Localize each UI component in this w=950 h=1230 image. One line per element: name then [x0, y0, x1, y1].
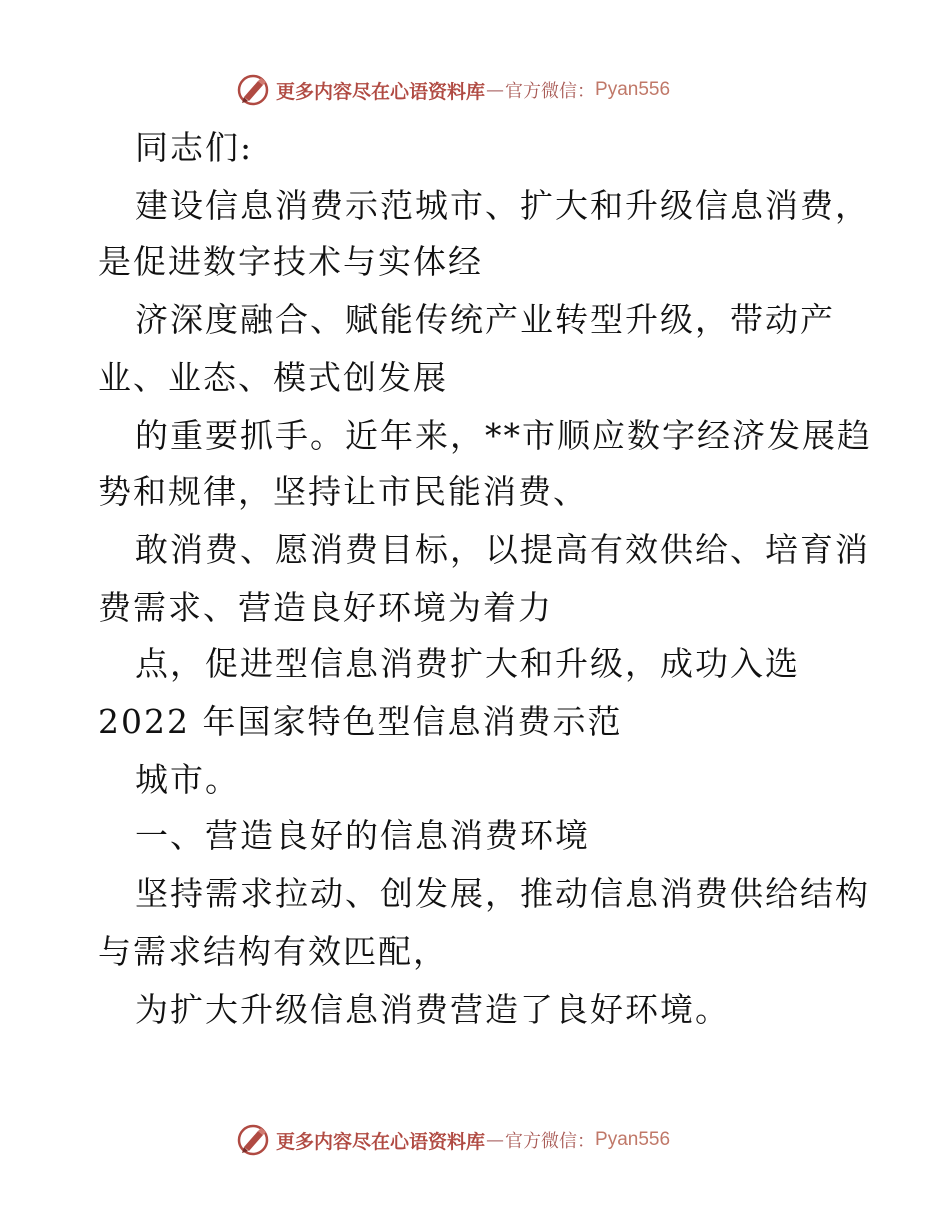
- watermark-site-name: 更多内容尽在心语资料库: [276, 80, 486, 103]
- pen-logo-icon: [236, 1122, 272, 1158]
- text-line: 济深度融合、赋能传统产业转型升级，带动产: [135, 300, 835, 339]
- text-line: 是促进数字技术与实体经: [98, 242, 483, 281]
- text-line: 坚持需求拉动、创发展，推动信息消费供给结构: [135, 874, 870, 913]
- text-line: 为扩大升级信息消费营造了良好环境。: [135, 990, 730, 1029]
- text-line: 的重要抓手。近年来，**市顺应数字经济发展趋: [135, 416, 872, 455]
- text-line: 业、业态、模式创发展: [98, 358, 448, 397]
- text-line: 费需求、营造良好环境为着力: [98, 588, 553, 627]
- pen-logo-icon: [236, 72, 272, 108]
- text-line: 与需求结构有效匹配，: [98, 932, 448, 971]
- text-line: 敢消费、愿消费目标，以提高有效供给、培育消: [135, 530, 870, 569]
- watermark-site-name: 更多内容尽在心语资料库: [276, 1130, 486, 1153]
- text-line: 同志们:: [135, 128, 254, 167]
- header-watermark: [236, 72, 670, 108]
- text-line: 城市。: [135, 760, 240, 799]
- watermark-dash: —: [486, 1129, 505, 1151]
- watermark-official-label: 官方微信：: [505, 81, 596, 102]
- watermark-wechat-id: Pyan556: [595, 79, 671, 100]
- section-heading: 一、营造良好的信息消费环境: [135, 816, 590, 855]
- watermark-dash: —: [486, 79, 505, 101]
- text-line: 2022 年国家特色型信息消费示范: [98, 702, 623, 741]
- watermark-wechat-id: Pyan556: [595, 1129, 671, 1150]
- text-line: 势和规律，坚持让市民能消费、: [98, 472, 588, 511]
- watermark-official-label: 官方微信：: [505, 1131, 596, 1152]
- text-line: 点，促进型信息消费扩大和升级，成功入选: [135, 644, 800, 683]
- footer-watermark: [236, 1122, 670, 1158]
- text-line: 建设信息消费示范城市、扩大和升级信息消费，: [135, 186, 870, 225]
